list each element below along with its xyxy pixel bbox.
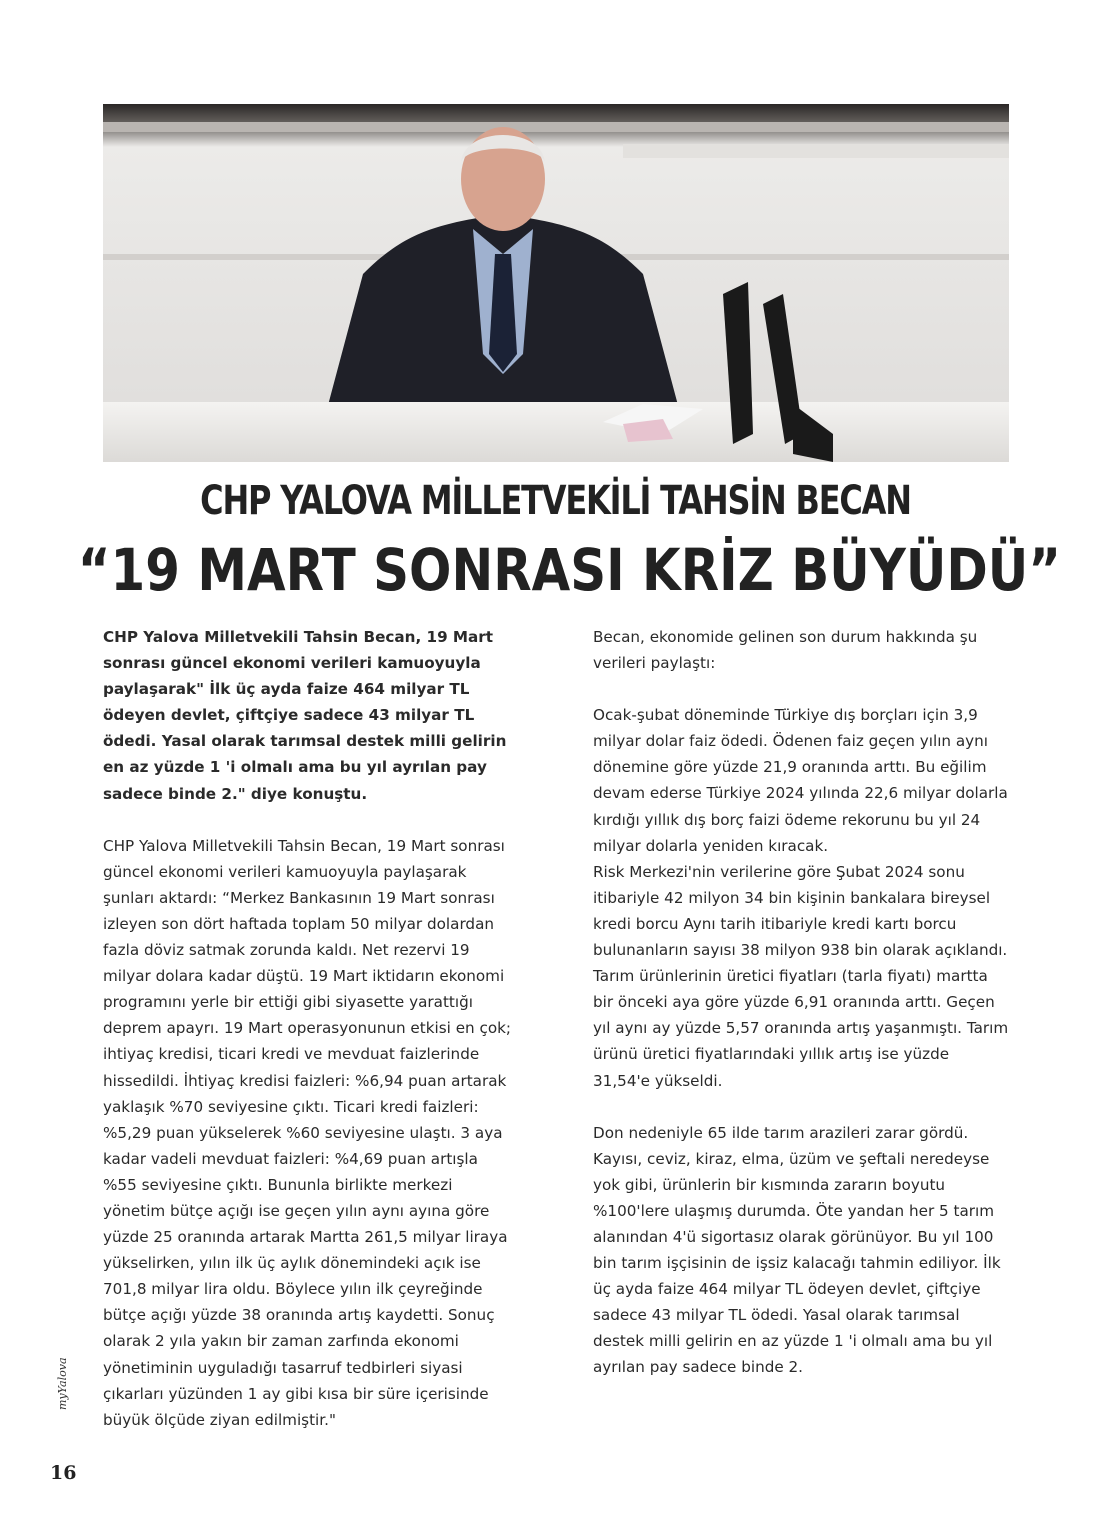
left-column: [103, 624, 515, 1459]
lead-paragraph: CHP Yalova Milletvekili Tahsin Becan, 19 Mart sonrası güncel ekonomi verileri kamuoyuyla paylaşarak" İlk üç ayda faize 464 milyar TL ödeyen devlet, çiftçiye sadece 43 milyar TL ödedi. Yasal olarak tarımsal destek milli gelirin en az yüzde 1 'i olmalı ama bu yıl ayrılan pay sadece binde 2." diye konuştu.: [103, 628, 507, 803]
speaker-photo: [103, 104, 1009, 462]
body-paragraph: Risk Merkezi'nin verilerine göre Şubat 2024 sonu itibariyle 42 milyon 34 bin kişinin bankalara bireysel kredi borcu Aynı tarih itibariyle kredi kartı borcu bulunanların sayısı 38 milyon 938 bin olarak açıklandı. Tarım ürünlerinin üretici fiyatları (tarla fiyatı) martta bir önceki aya göre yüzde 6,91 oranında arttı. Geçen yıl aynı ay yüzde 5,57 oranında artış yaşanmıştı. Tarım ürünü üretici fiyatlarındaki yıllık artış ise yüzde 31,54'e yükseldi.: [593, 862, 1009, 1090]
article-headline: “19 MART SONRASI KRİZ BÜYÜDÜ”: [77, 536, 1062, 604]
body-paragraph: CHP Yalova Milletvekili Tahsin Becan, 19 Mart sonrası güncel ekonomi verileri kamuoyuyla paylaşarak şunları aktardı: “Merkez Bankasının 19 Mart sonrası izleyen son dört haftada toplam 50 milyar dolardan fazla döviz satmak zorunda kaldı. Net rezervi 19 milyar dolara kadar düştü. 19 Mart iktidarın ekonomi programını yerle bir ettiği gibi siyasette yarattığı deprem apayrı. 19 Mart operasyonunun etkisi en çok; ihtiyaç kredisi, ticari kredi ve mevduat faizlerinde hissedildi. İhtiyaç kredisi faizleri: %6,94 puan artarak yaklaşık %70 seviyesine çıktı. Ticari kredi faizleri: %5,29 puan yükselerek %60 seviyesine ulaştı. 3 aya kadar vadeli mevduat faizleri: %4,69 puan artışla %55 seviyesine çıktı. Bununla birlikte merkezi yönetim bütçe açığı ise geçen yılın aynı ayına göre yüzde 25 oranında artarak Martta 261,5 milyar liraya yükselirken, yılın ilk üç aylık dönemindeki açık ise 701,8 milyar lira oldu. Böylece yılın ilk çeyreğinde bütçe açığı yüzde 38 oranında artış kaydetti. Sonuç olarak 2 yıla yakın bir zaman zarfında ekonomi yönetiminin uyguladığı tasarruf tedbirleri siyasi çıkarları yüzünden 1 ay gibi kısa bir süre içerisinde büyük ölçüde ziyan edilmiştir.": [103, 836, 512, 1429]
body-paragraph: Becan, ekonomide gelinen son durum hakkında şu verileri paylaştı:: [593, 628, 978, 673]
article-kicker: CHP YALOVA MİLLETVEKİLİ TAHSİN BECAN: [200, 478, 911, 524]
magazine-brand: myYalova: [56, 1357, 69, 1410]
page-number: 16: [50, 1462, 77, 1484]
right-column: [593, 624, 1009, 1407]
body-paragraph: Ocak-şubat döneminde Türkiye dış borçları için 3,9 milyar dolar faiz ödedi. Ödenen faiz geçen yılın aynı dönemine göre yüzde 21,9 oranında arttı. Bu eğilim devam ederse Türkiye 2024 yılında 22,6 milyar dolarla kırdığı yıllık dış borç faizi ödeme rekorunu bu yıl 24 milyar dolarla yeniden kıracak.: [593, 706, 1008, 855]
body-paragraph: Don nedeniyle 65 ilde tarım arazileri zarar gördü. Kayısı, ceviz, kiraz, elma, üzüm ve şeftali neredeyse yok gibi, ürünlerin bir kısmında zararın boyutu %100'lere ulaşmış durumda. Öte yandan her 5 tarım alanından 4'ü sigortasız olarak görünüyor. Bu yıl 100 bin tarım işçisinin de işsiz kalacağı tahmin ediliyor. İlk üç ayda faize 464 milyar TL ödeyen devlet, çiftçiye sadece 43 milyar TL ödedi. Yasal olarak tarımsal destek milli gelirin en az yüzde 1 'i olmalı ama bu yıl ayrılan pay sadece binde 2.: [593, 1123, 1001, 1377]
parliament-speaker-photo-icon: [103, 104, 1009, 462]
